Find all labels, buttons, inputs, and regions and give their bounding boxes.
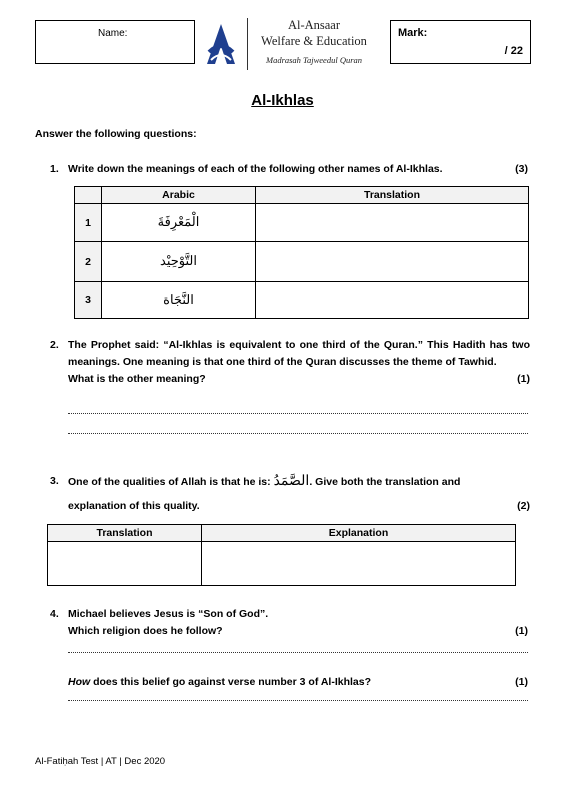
q3-table-header — [48, 525, 516, 542]
q3-text-b: . Give both the translation and — [309, 476, 461, 488]
q1-number: 1. — [50, 163, 59, 175]
arabic-term: النَّجَاة — [102, 282, 256, 319]
q2-mark: (1) — [517, 373, 530, 385]
answer-line[interactable] — [68, 700, 528, 701]
q3-mark: (2) — [517, 500, 530, 512]
q3-table — [47, 524, 516, 586]
answer-line[interactable] — [68, 652, 528, 653]
translation-answer-cell[interactable] — [256, 242, 529, 282]
table-row — [75, 204, 529, 242]
mark-box[interactable] — [390, 20, 531, 64]
question-3 — [50, 469, 530, 518]
q4-mark-2: (1) — [515, 676, 528, 688]
q1-col-arabic: Arabic — [102, 187, 256, 204]
q1-table-header — [75, 187, 529, 204]
q2-number: 2. — [50, 339, 59, 351]
org-tagline: Madrasah Tajweedul Quran — [265, 55, 363, 65]
footer-text: Al-Fatiḥah Test | AT | Dec 2020 — [35, 756, 166, 767]
table-row — [75, 242, 529, 282]
q1-table — [74, 186, 529, 319]
q1-text: Write down the meanings of each of the following other names of Al-Ikhlas. — [68, 163, 443, 175]
translation-answer-cell[interactable] — [256, 282, 529, 319]
instruction-text: Answer the following questions: — [35, 128, 197, 140]
q4-text: Michael believes Jesus is “Son of God”. — [68, 608, 269, 620]
q3-col-explanation: Explanation — [202, 525, 516, 542]
q4-sub-question-2: does this belief go against verse number 3 of Al-Ikhlas? — [90, 676, 372, 688]
translation-answer-cell[interactable] — [256, 204, 529, 242]
row-number: 2 — [75, 242, 102, 282]
q4-mark-1: (1) — [515, 625, 528, 637]
q4-sub-question-2-row — [68, 674, 528, 691]
q2-sub-question: What is the other meaning? — [68, 373, 206, 385]
page-title: Al-Ikhlas — [251, 92, 314, 109]
org-name-line2: Welfare & Education — [261, 34, 367, 48]
arabic-term: التَّوْحِيْد — [102, 242, 256, 282]
q1-corner-cell — [75, 187, 102, 204]
q3-number: 3. — [50, 475, 59, 487]
translation-answer-cell[interactable] — [48, 542, 202, 586]
explanation-answer-cell[interactable] — [202, 542, 516, 586]
logo-divider — [247, 18, 248, 70]
name-label: Name: — [98, 28, 128, 39]
mark-total: / 22 — [504, 45, 523, 57]
mark-label: Mark: — [398, 27, 428, 39]
org-name-line1: Al-Ansaar — [287, 18, 341, 32]
q3-text-a: One of the qualities of Allah is that he is: — [68, 476, 271, 488]
q3-text-c: explanation of this quality. — [68, 500, 200, 512]
logo-mark-icon — [201, 20, 241, 70]
q1-col-translation: Translation — [256, 187, 529, 204]
q4-sub-question-2-italic: How — [68, 676, 91, 688]
q3-col-translation: Translation — [48, 525, 202, 542]
q3-arabic-term: الصَّمَدُ — [273, 473, 310, 489]
q2-text: The Prophet said: “Al-Ikhlas is equivalent to one third of the Quran.” This Hadith has two meanings. One meaning is that one third of the Quran discusses the theme of Tawhid. — [68, 339, 530, 368]
q4-number: 4. — [50, 608, 59, 620]
table-row — [48, 542, 516, 586]
table-row — [75, 282, 529, 319]
q4-sub-question-1: Which religion does he follow? — [68, 625, 223, 637]
question-2 — [50, 337, 530, 388]
row-number: 3 — [75, 282, 102, 319]
org-logo — [197, 16, 377, 72]
row-number: 1 — [75, 204, 102, 242]
arabic-term: الْمَعْرِفَةَ — [102, 204, 256, 242]
question-1 — [50, 161, 528, 178]
answer-line[interactable] — [68, 433, 528, 434]
name-box[interactable] — [35, 20, 195, 64]
answer-line[interactable] — [68, 413, 528, 414]
question-4 — [50, 606, 528, 640]
q1-mark: (3) — [515, 163, 528, 175]
